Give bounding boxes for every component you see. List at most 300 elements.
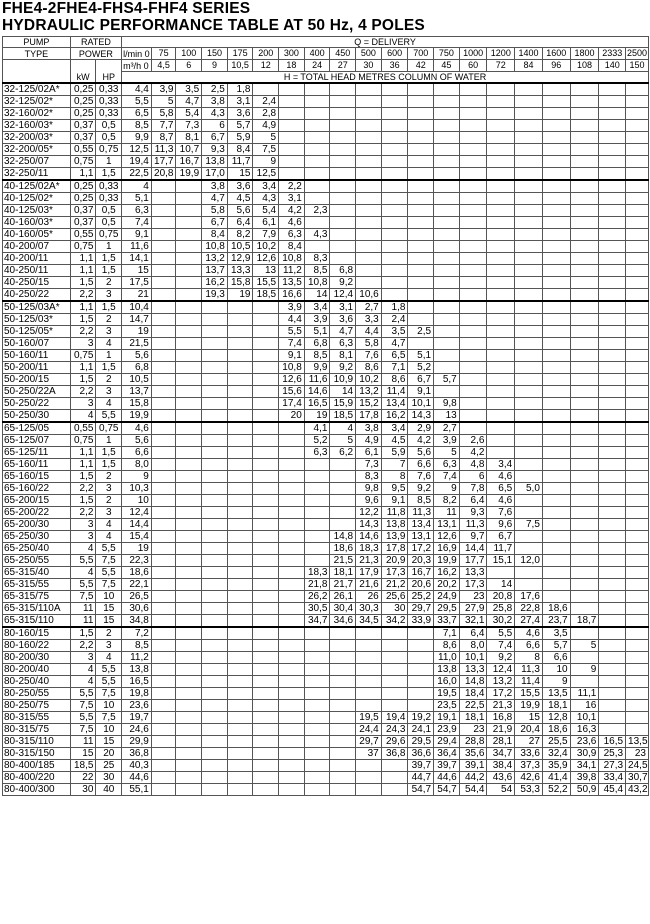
head-cell: 29,5 xyxy=(408,736,434,748)
head-cell xyxy=(227,386,253,398)
head-cell xyxy=(487,241,515,253)
head-cell xyxy=(459,314,487,326)
title-line-1: FHE4-2FHE4-FHS4-FHF4 SERIES xyxy=(2,0,251,17)
head-cell xyxy=(176,760,202,772)
head-cell xyxy=(434,326,460,338)
head-cell xyxy=(408,289,434,302)
head-cell xyxy=(408,676,434,688)
kw-cell: 2,2 xyxy=(70,640,96,652)
hp-cell: 3 xyxy=(96,483,122,495)
hp-cell: 1 xyxy=(96,156,122,168)
pump-type-cell: 80-315/75 xyxy=(3,724,71,736)
head-cell: 20,3 xyxy=(408,555,434,567)
head-cell: 10,7 xyxy=(176,144,202,156)
head-cell: 18,5 xyxy=(330,410,356,423)
head-cell xyxy=(202,471,228,483)
head-cell: 26 xyxy=(356,591,382,603)
head-cell xyxy=(626,603,649,615)
head-cell xyxy=(304,519,330,531)
head-cell xyxy=(330,96,356,108)
head-cell: 34,1 xyxy=(570,760,599,772)
head-cell: 8,3 xyxy=(304,253,330,265)
head-cell: 5,1 xyxy=(408,350,434,362)
head-cell xyxy=(253,495,279,507)
head-cell: 13,8 xyxy=(381,519,408,531)
head-cell xyxy=(459,156,487,168)
head-cell: 16,2 xyxy=(381,410,408,423)
head-cell xyxy=(202,362,228,374)
head-cell: 9,1 xyxy=(381,495,408,507)
head-cell xyxy=(599,410,626,423)
lmin-unit: l/min 0 xyxy=(123,48,150,59)
pump-type-cell: 32-200/05* xyxy=(3,144,71,156)
head-cell: 4,1 xyxy=(304,422,330,435)
head-cell xyxy=(381,241,408,253)
head-cell xyxy=(542,229,570,241)
head-cell xyxy=(253,362,279,374)
flow-m3h-header: 6 xyxy=(176,60,202,72)
head-cell: 10,8 xyxy=(279,253,305,265)
head-cell: 8,5 xyxy=(122,120,152,132)
head-cell xyxy=(570,217,599,229)
head-cell xyxy=(253,772,279,784)
head-cell xyxy=(151,180,176,193)
head-cell: 17,8 xyxy=(381,543,408,555)
performance-table xyxy=(2,36,649,796)
head-cell xyxy=(202,652,228,664)
kw-cell: 0,25 xyxy=(70,108,96,120)
flow-m3h-header: 140 xyxy=(599,60,626,72)
pump-type-cell: 80-160/22 xyxy=(3,640,71,652)
head-cell xyxy=(626,96,649,108)
table-row xyxy=(3,555,649,567)
table-row xyxy=(3,507,649,519)
head-cell: 4,4 xyxy=(279,314,305,326)
head-cell xyxy=(459,265,487,277)
head-cell xyxy=(227,688,253,700)
head-cell: 8,4 xyxy=(227,144,253,156)
head-cell: 9,2 xyxy=(330,362,356,374)
head-cell xyxy=(626,435,649,447)
head-cell xyxy=(626,652,649,664)
head-cell xyxy=(570,144,599,156)
head-cell: 19,3 xyxy=(202,289,228,302)
head-cell xyxy=(202,724,228,736)
head-cell: 15,8 xyxy=(122,398,152,410)
head-cell: 24,5 xyxy=(626,760,649,772)
head-cell: 21,8 xyxy=(304,579,330,591)
head-cell xyxy=(570,96,599,108)
head-cell xyxy=(227,326,253,338)
head-cell: 34,6 xyxy=(330,615,356,628)
head-cell xyxy=(381,784,408,796)
head-cell xyxy=(227,495,253,507)
head-cell xyxy=(356,193,382,205)
hp-cell: 0,75 xyxy=(96,144,122,156)
head-cell xyxy=(151,772,176,784)
head-cell xyxy=(304,712,330,724)
pump-type-cell: 65-160/22 xyxy=(3,483,71,495)
pump-type-cell: 40-125/02A* xyxy=(3,180,71,193)
hp-cell: 0,33 xyxy=(96,193,122,205)
head-cell xyxy=(542,507,570,519)
kw-cell: 30 xyxy=(70,784,96,796)
table-row xyxy=(3,156,649,168)
head-cell xyxy=(176,277,202,289)
head-cell: 7,7 xyxy=(151,120,176,132)
head-cell: 13,1 xyxy=(434,519,460,531)
head-cell xyxy=(487,398,515,410)
flow-lmin-header: 400 xyxy=(304,48,330,60)
head-cell xyxy=(487,362,515,374)
head-cell xyxy=(459,132,487,144)
pump-type-cell: 80-400/300 xyxy=(3,784,71,796)
table-row xyxy=(3,277,649,289)
head-cell: 11 xyxy=(434,507,460,519)
table-row xyxy=(3,132,649,144)
head-cell xyxy=(304,531,330,543)
head-cell: 34,2 xyxy=(381,615,408,628)
head-cell: 3,1 xyxy=(279,193,305,205)
head-cell: 14 xyxy=(304,289,330,302)
table-row xyxy=(3,362,649,374)
head-cell xyxy=(279,422,305,435)
hp-cell: 0,75 xyxy=(96,422,122,435)
kw-cell: 18,5 xyxy=(70,760,96,772)
head-cell xyxy=(356,168,382,181)
head-cell: 25,2 xyxy=(408,591,434,603)
kw-cell: 1,5 xyxy=(70,627,96,640)
head-cell: 39,1 xyxy=(459,760,487,772)
head-cell: 16,8 xyxy=(487,712,515,724)
flow-m3h-header: 42 xyxy=(408,60,434,72)
head-cell xyxy=(626,374,649,386)
hp-cell: 1,5 xyxy=(96,265,122,277)
rated-header: RATED xyxy=(70,37,121,48)
hp-cell: 4 xyxy=(96,652,122,664)
head-cell: 9,9 xyxy=(304,362,330,374)
kw-cell: 0,75 xyxy=(70,241,96,253)
table-row xyxy=(3,676,649,688)
table-row xyxy=(3,495,649,507)
head-cell: 11,3 xyxy=(459,519,487,531)
head-cell xyxy=(381,688,408,700)
table-row xyxy=(3,784,649,796)
head-cell xyxy=(570,555,599,567)
kw-cell: 5,5 xyxy=(70,555,96,567)
head-cell xyxy=(356,700,382,712)
head-cell xyxy=(434,386,460,398)
head-cell xyxy=(599,338,626,350)
head-cell xyxy=(487,289,515,302)
flow-m3h-header: 60 xyxy=(459,60,487,72)
flow-lmin-header: 150 xyxy=(202,48,228,60)
head-cell: 43,2 xyxy=(626,784,649,796)
head-cell xyxy=(515,193,543,205)
table-row xyxy=(3,229,649,241)
head-cell xyxy=(570,180,599,193)
head-cell xyxy=(599,531,626,543)
head-cell xyxy=(459,205,487,217)
head-cell xyxy=(542,591,570,603)
head-cell xyxy=(626,289,649,302)
head-cell: 17,7 xyxy=(151,156,176,168)
table-row xyxy=(3,398,649,410)
head-cell xyxy=(202,374,228,386)
head-cell xyxy=(542,567,570,579)
head-cell xyxy=(487,386,515,398)
head-cell: 13,7 xyxy=(122,386,152,398)
head-cell: 13,2 xyxy=(356,386,382,398)
head-cell: 3,9 xyxy=(434,435,460,447)
head-cell xyxy=(570,83,599,96)
head-cell xyxy=(151,688,176,700)
head-cell: 13 xyxy=(253,265,279,277)
hp-cell: 2 xyxy=(96,495,122,507)
head-cell xyxy=(356,688,382,700)
flow-m3h-header: 96 xyxy=(542,60,570,72)
head-cell xyxy=(434,289,460,302)
head-cell xyxy=(151,507,176,519)
flow-m3h-header: 150 xyxy=(626,60,649,72)
head-cell xyxy=(227,459,253,471)
head-cell: 13,9 xyxy=(381,531,408,543)
head-cell: 3,8 xyxy=(202,96,228,108)
head-cell xyxy=(434,205,460,217)
kw-cell: 1,1 xyxy=(70,459,96,471)
head-cell xyxy=(176,772,202,784)
hp-cell: 10 xyxy=(96,700,122,712)
head-cell xyxy=(542,168,570,181)
head-cell xyxy=(599,350,626,362)
head-cell: 14,4 xyxy=(122,519,152,531)
hp-cell: 15 xyxy=(96,615,122,628)
head-cell xyxy=(227,603,253,615)
hp-cell: 1 xyxy=(96,350,122,362)
head-cell: 15 xyxy=(122,265,152,277)
head-cell: 9,6 xyxy=(487,519,515,531)
head-cell: 4 xyxy=(330,422,356,435)
head-cell: 13,8 xyxy=(122,664,152,676)
table-row xyxy=(3,772,649,784)
head-cell xyxy=(515,495,543,507)
head-cell: 10,8 xyxy=(202,241,228,253)
head-cell: 18,6 xyxy=(542,724,570,736)
head-cell xyxy=(434,338,460,350)
head-cell xyxy=(176,229,202,241)
head-cell: 15,6 xyxy=(279,386,305,398)
head-cell: 18,3 xyxy=(304,567,330,579)
head-cell: 5 xyxy=(151,96,176,108)
head-cell: 25,6 xyxy=(381,591,408,603)
head-cell xyxy=(176,386,202,398)
head-cell: 14,1 xyxy=(122,253,152,265)
head-cell: 18,1 xyxy=(459,712,487,724)
head-cell xyxy=(570,471,599,483)
head-cell: 24,6 xyxy=(122,724,152,736)
head-cell xyxy=(599,265,626,277)
head-cell xyxy=(626,168,649,181)
pump-type-cell: 50-200/15 xyxy=(3,374,71,386)
head-cell xyxy=(542,96,570,108)
head-cell xyxy=(542,555,570,567)
head-cell: 33,4 xyxy=(599,772,626,784)
head-cell xyxy=(599,301,626,314)
head-cell: 15,2 xyxy=(356,398,382,410)
head-cell: 8,6 xyxy=(381,374,408,386)
head-cell xyxy=(227,398,253,410)
hp-cell: 7,5 xyxy=(96,712,122,724)
head-cell xyxy=(408,277,434,289)
head-cell xyxy=(304,120,330,132)
head-cell xyxy=(542,326,570,338)
head-cell xyxy=(408,132,434,144)
head-cell xyxy=(279,120,305,132)
pump-type-cell: 32-160/02* xyxy=(3,108,71,120)
head-cell: 53,3 xyxy=(515,784,543,796)
hp-cell: 2 xyxy=(96,627,122,640)
head-cell xyxy=(253,640,279,652)
head-cell xyxy=(356,652,382,664)
head-cell xyxy=(381,83,408,96)
head-cell xyxy=(330,519,356,531)
head-cell xyxy=(202,676,228,688)
head-cell: 36,6 xyxy=(408,748,434,760)
kw-cell: 3 xyxy=(70,652,96,664)
head-cell xyxy=(330,495,356,507)
head-cell xyxy=(279,168,305,181)
head-cell xyxy=(253,676,279,688)
hp-cell: 2 xyxy=(96,374,122,386)
head-cell xyxy=(599,217,626,229)
head-cell xyxy=(434,229,460,241)
pump-type-cell: 65-315/40 xyxy=(3,567,71,579)
head-cell: 23,9 xyxy=(434,724,460,736)
pump-type-cell: 32-125/02A* xyxy=(3,83,71,96)
head-cell xyxy=(176,314,202,326)
pump-type-cell: 32-160/03* xyxy=(3,120,71,132)
hp-cell: 10 xyxy=(96,591,122,603)
head-cell xyxy=(515,83,543,96)
head-cell xyxy=(487,156,515,168)
head-cell: 11,6 xyxy=(122,241,152,253)
table-row xyxy=(3,120,649,132)
head-cell: 29,7 xyxy=(408,603,434,615)
table-row xyxy=(3,338,649,350)
head-cell xyxy=(279,567,305,579)
head-cell xyxy=(599,483,626,495)
head-cell xyxy=(434,314,460,326)
head-cell: 22,5 xyxy=(459,700,487,712)
head-cell: 9,1 xyxy=(122,229,152,241)
head-cell xyxy=(253,386,279,398)
head-cell: 6,8 xyxy=(304,338,330,350)
head-cell xyxy=(434,350,460,362)
head-cell xyxy=(176,289,202,302)
table-row xyxy=(3,96,649,108)
head-cell xyxy=(515,471,543,483)
head-cell xyxy=(599,640,626,652)
head-cell: 2,6 xyxy=(459,435,487,447)
head-cell: 10,8 xyxy=(304,277,330,289)
head-cell: 5 xyxy=(330,435,356,447)
head-cell xyxy=(570,289,599,302)
head-cell: 8,7 xyxy=(151,132,176,144)
pump-header: PUMP xyxy=(3,37,71,48)
head-cell xyxy=(515,314,543,326)
type-spacer xyxy=(3,60,71,84)
head-cell: 24,1 xyxy=(408,724,434,736)
kw-cell: 0,75 xyxy=(70,156,96,168)
kw-cell: 1,1 xyxy=(70,265,96,277)
head-cell xyxy=(599,712,626,724)
head-cell xyxy=(408,217,434,229)
head-cell xyxy=(304,108,330,120)
head-cell: 3,4 xyxy=(253,180,279,193)
head-cell: 25,3 xyxy=(599,748,626,760)
head-cell: 16,7 xyxy=(176,156,202,168)
head-cell xyxy=(330,120,356,132)
head-cell xyxy=(599,579,626,591)
head-cell xyxy=(487,168,515,181)
head-cell xyxy=(253,627,279,640)
kw-cell: 5,5 xyxy=(70,712,96,724)
head-cell xyxy=(408,144,434,156)
head-cell xyxy=(304,241,330,253)
head-cell xyxy=(515,338,543,350)
head-cell: 6 xyxy=(459,471,487,483)
head-cell xyxy=(381,120,408,132)
head-cell xyxy=(176,338,202,350)
head-cell: 14,3 xyxy=(408,410,434,423)
head-cell xyxy=(330,168,356,181)
head-cell xyxy=(542,374,570,386)
hp-cell: 25 xyxy=(96,760,122,772)
head-cell xyxy=(176,205,202,217)
head-cell xyxy=(330,108,356,120)
head-cell xyxy=(515,459,543,471)
head-cell xyxy=(279,724,305,736)
head-cell: 6,3 xyxy=(304,447,330,459)
pump-type-cell: 65-125/07 xyxy=(3,435,71,447)
head-cell: 9 xyxy=(570,664,599,676)
kw-cell: 5,5 xyxy=(70,579,96,591)
head-cell xyxy=(253,652,279,664)
flow-m3h-header: 36 xyxy=(381,60,408,72)
head-cell: 14 xyxy=(487,579,515,591)
head-cell: 5,6 xyxy=(227,205,253,217)
head-cell: 10 xyxy=(122,495,152,507)
head-cell xyxy=(151,736,176,748)
head-cell xyxy=(330,640,356,652)
head-cell: 4,6 xyxy=(515,627,543,640)
head-cell xyxy=(202,507,228,519)
head-cell xyxy=(459,180,487,193)
head-cell: 3,8 xyxy=(202,180,228,193)
head-cell xyxy=(304,156,330,168)
head-cell xyxy=(434,168,460,181)
head-cell xyxy=(202,603,228,615)
head-cell: 6,3 xyxy=(330,338,356,350)
head-cell xyxy=(356,229,382,241)
head-cell xyxy=(408,96,434,108)
head-cell: 25,5 xyxy=(542,736,570,748)
kw-cell: 1,5 xyxy=(70,314,96,326)
head-cell xyxy=(356,640,382,652)
head-cell xyxy=(227,676,253,688)
head-cell xyxy=(626,217,649,229)
head-cell xyxy=(253,519,279,531)
